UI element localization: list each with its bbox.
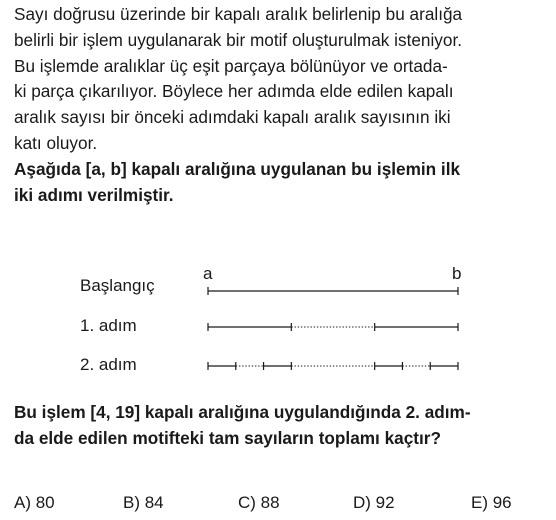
intro-line: Sayı doğrusu üzerinde bir kapalı aralık belirlenip bu aralığa	[14, 4, 463, 24]
row-label-start: Başlangıç	[80, 276, 155, 295]
intro-line: Bu işlemde aralıklar üç eşit parçaya bölünüyor ve ortada-	[14, 55, 448, 76]
question-line: da elde edilen motifteki tam sayıların toplamı kaçtır?	[14, 427, 441, 448]
row-label-step2: 2. adım	[80, 355, 137, 374]
instruction-line: iki adımı verilmiştir.	[14, 184, 174, 205]
intro-line: aralık sayısı bir önceki adımdaki kapalı aralık sayısının iki	[14, 107, 451, 128]
endpoint-b-label: b	[452, 264, 462, 283]
endpoint-a-label: a	[203, 264, 213, 283]
row-label-step1: 1. adım	[80, 316, 137, 335]
choice-b[interactable]: B) 84	[123, 493, 164, 512]
intro-line: katı oluyor.	[14, 132, 98, 153]
question-paragraph	[14, 400, 544, 452]
question-line: Bu işlem [4, 19] kapalı aralığına uygulandığında 2. adım-	[14, 402, 471, 422]
answer-choices	[0, 493, 556, 515]
choice-d[interactable]: D) 92	[353, 493, 395, 512]
instruction-line: Aşağıda [a, b] kapalı aralığına uygulanan bu işlemin ilk	[14, 159, 461, 179]
choice-a[interactable]: A) 80	[14, 493, 55, 512]
intro-paragraph	[14, 2, 544, 157]
instruction-paragraph	[14, 157, 544, 209]
intro-line: belirli bir işlem uygulanarak bir motif oluşturulmak isteniyor.	[14, 29, 462, 50]
choice-e[interactable]: E) 96	[471, 493, 512, 512]
intro-line: ki parça çıkarılıyor. Böylece her adımda elde edilen kapalı	[14, 81, 454, 102]
choice-c[interactable]: C) 88	[238, 493, 280, 512]
